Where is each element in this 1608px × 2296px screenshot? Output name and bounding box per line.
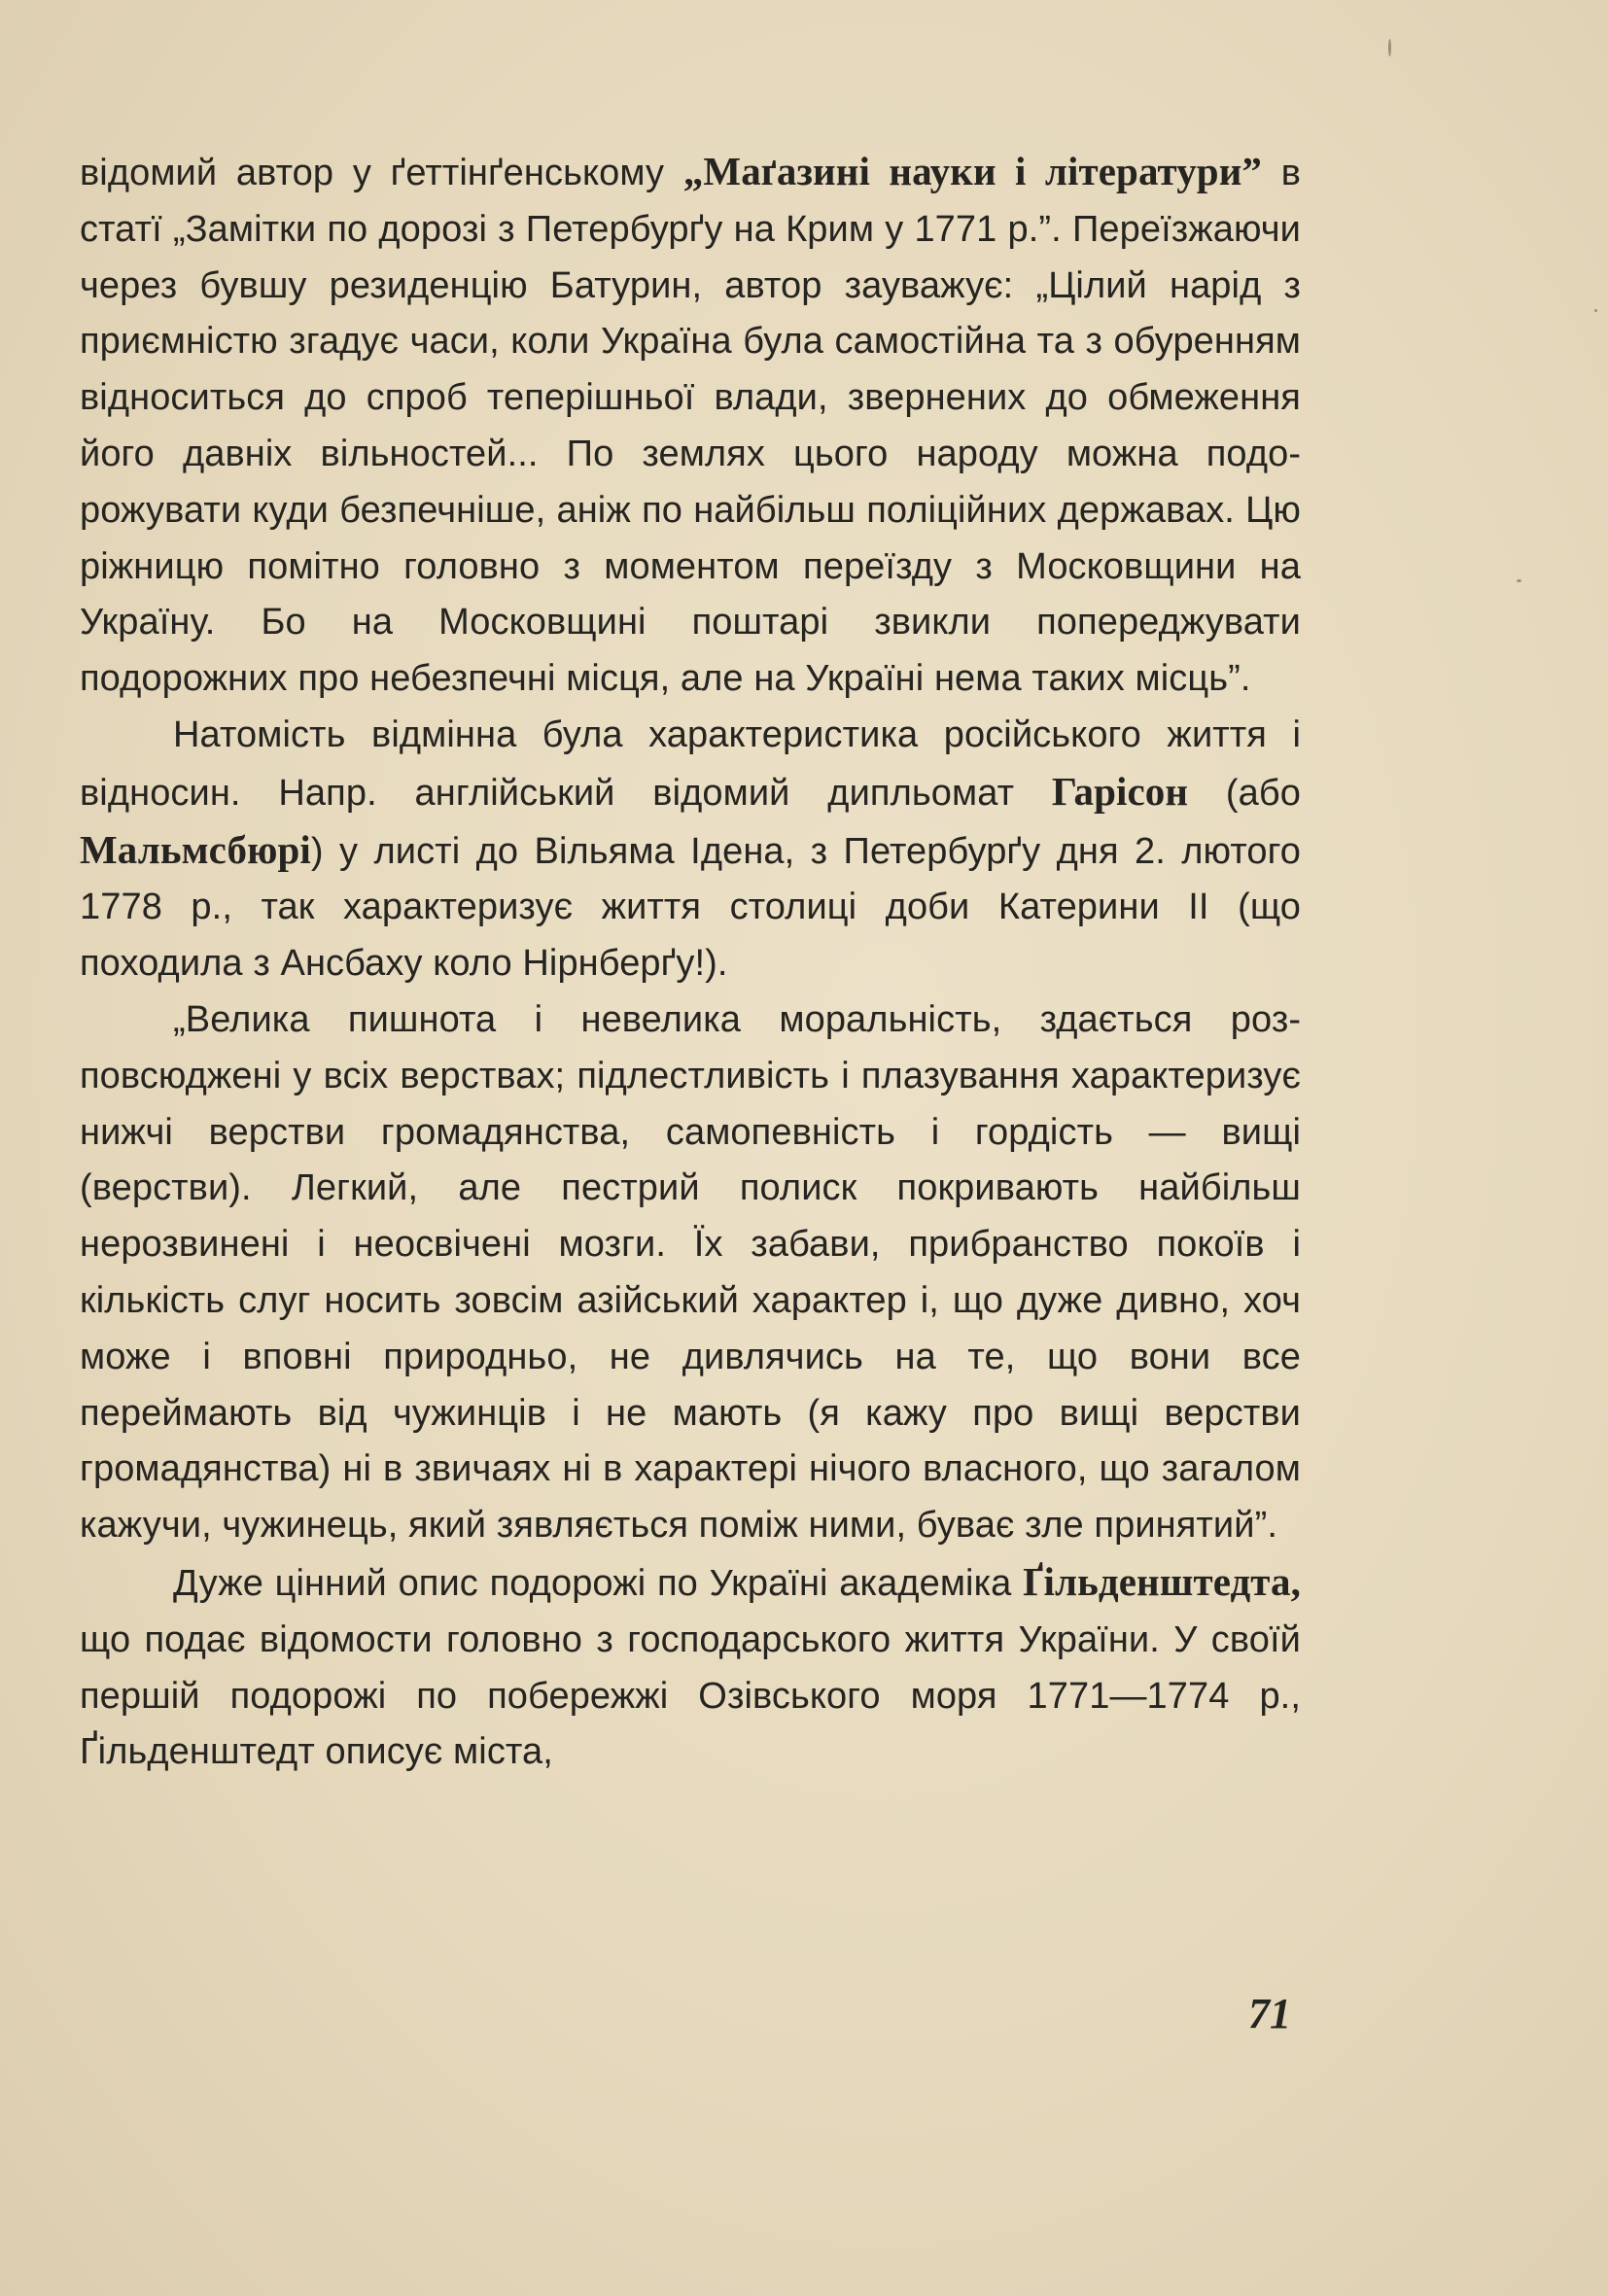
- paper-speck: [1517, 579, 1521, 582]
- bold-title-magazine: „Маґазині науки і літератури”: [682, 149, 1263, 193]
- text-segment: ) у листі до Вільяма Ідена, з Петербурґу дня 2. лютого 1778 р., так характеризує життя столиці доби Катерини II (що походила з Ансбаху коло Нірнберґу!).: [80, 830, 1301, 985]
- page-number: 71: [1248, 1990, 1291, 2037]
- paragraph-3: [80, 992, 1301, 1554]
- text-segment: Натомість відмінна була характеристика російського життя і відносин. Напр. англійський відомий дипльомат: [80, 713, 1301, 814]
- paper-speck: [1594, 309, 1597, 312]
- bold-name-guldenstaedt: Ґільденштедта,: [1023, 1558, 1301, 1604]
- paragraph-4: [80, 1554, 1301, 1781]
- text-segment: відомий автор у ґеттінґенському: [80, 153, 683, 193]
- text-segment: в статї „Замітки по дорозі з Петербурґу на Крим у 1771 р.”. Переїзжаючи через бувшу резиденцію Батурин, автор зауважує: „Цілий нарід з приємністю згадує часи, коли Україна була самостійна та з обуренням відноситься до спроб теперішньої влади, звернених до обмеження його давніх вільностей... По землях цього народу можна подорожувати куди безпечніше, аніж по найбільш поліційних державах. Цю ріжницю помітно головно з моментом переїзду з Московщини на Україну. Бо на Московщині поштарі звикли попереджувати подорожних про небезпечні місця, але на Україні нема таких місць”.: [80, 153, 1302, 700]
- paragraph-2: [80, 708, 1301, 992]
- text-segment: Дуже цінний опис подорожі по Україні академіка: [173, 1562, 1024, 1604]
- bold-name-malmesbury: Мальмсбюрі: [80, 826, 311, 872]
- quote-text: „Велика пишнота і невелика моральність, здається розповсюджені у всіх верствах; підлестливість і плазування характеризує нижчі верстви громадянства, самопевність і гордість — вищі (верстви). Легкий, але пестрий полиск покривають найбільш нерозвинені і неосвічені мозги. Їх забави, прибранство покоїв і кількість слуг носить зовсім азійський характер і, що дуже дивно, хоч може і вповні природньо, не дивлячись на те, що вони все переймають від чужинців і не мають (я кажу про вищі верстви громадянства) ні в звичаях ні в характері нічого власного, що загалом кажучи, чужинець, який зявляється поміж ними, буває зле принятий”.: [80, 998, 1301, 1547]
- bold-name-harrison: Гарісон: [1051, 768, 1189, 814]
- body-text: [80, 144, 1301, 1781]
- paper-speck: [1388, 39, 1391, 56]
- text-segment: що подає відомости головно з господарського життя України. У своїй першій подорожі по побережжі Озівського моря 1771—1774 р., Ґільденштедт описує міста,: [80, 1618, 1301, 1773]
- text-segment: (або: [1188, 772, 1301, 814]
- paragraph-1: [80, 144, 1301, 708]
